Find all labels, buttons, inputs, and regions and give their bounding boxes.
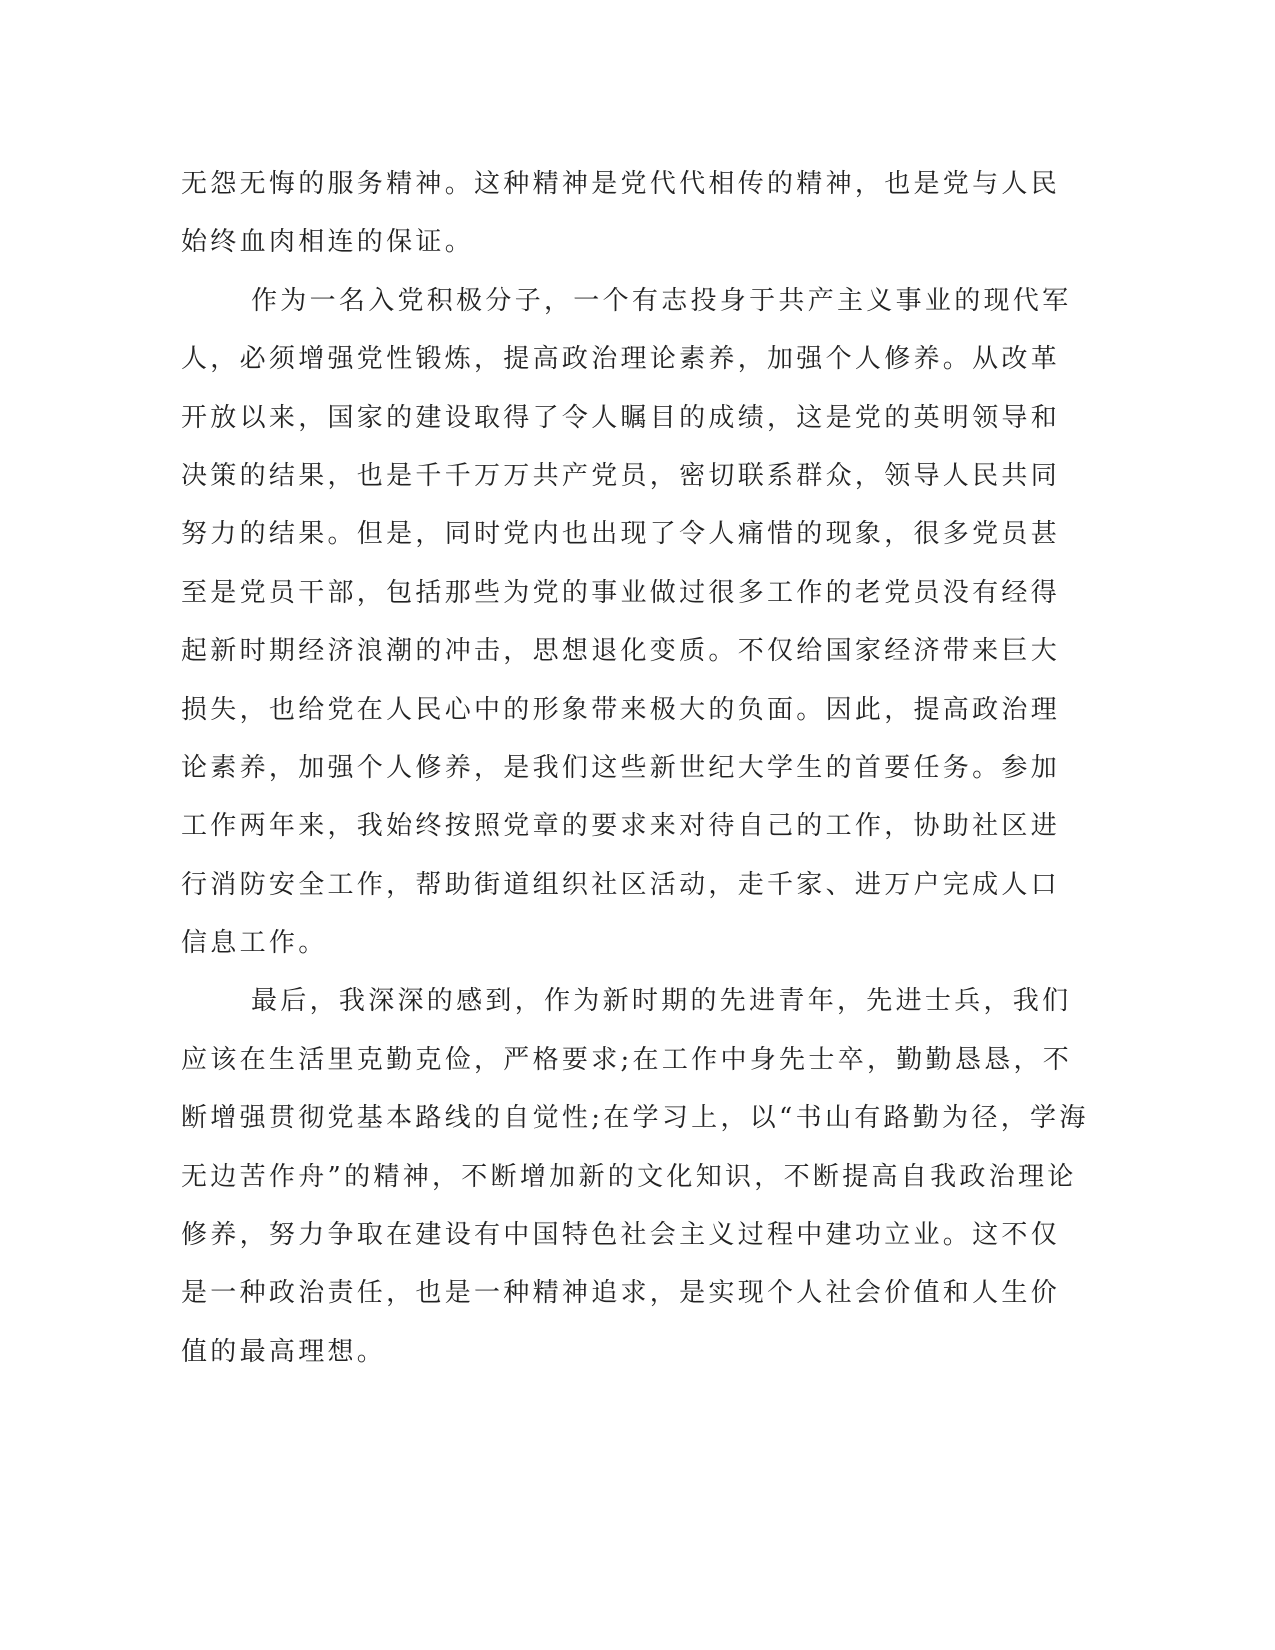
text-line: 信息工作。 — [181, 928, 328, 959]
text-line: 论素养，加强个人修养，是我们这些新世纪大学生的首要任务。参加 — [181, 752, 1061, 783]
text-line: 无怨无悔的服务精神。这种精神是党代代相传的精神，也是党与人民 — [181, 169, 1061, 199]
text-line-indented: 最后，我深深的感到，作为新时期的先进青年，先进士兵，我们 — [251, 986, 1072, 1017]
text-line: 是一种政治责任，也是一种精神追求，是实现个人社会价值和人生价 — [181, 1278, 1061, 1309]
text-line-indented: 作为一名入党积极分子，一个有志投身于共产主义事业的现代军 — [251, 285, 1072, 316]
text-line: 开放以来，国家的建设取得了令人瞩目的成绩，这是党的英明领导和 — [181, 402, 1061, 433]
text-line: 人，必须增强党性锻炼，提高政治理论素养，加强个人修养。从改革 — [181, 344, 1061, 375]
document-body — [181, 155, 1089, 1381]
text-line: 值的最高理想。 — [181, 1336, 387, 1367]
text-line: 损失，也给党在人民心中的形象带来极大的负面。因此，提高政治理 — [181, 694, 1061, 725]
text-line: 行消防安全工作，帮助街道组织社区活动，走千家、进万户完成人口 — [181, 869, 1061, 900]
text-line: 无边苦作舟”的精神，不断增加新的文化知识，不断提高自我政治理论 — [181, 1161, 1077, 1192]
text-line: 断增强贯彻党基本路线的自觉性;在学习上，以“书山有路勤为径，学海 — [181, 1103, 1089, 1134]
text-line: 决策的结果，也是千千万万共产党员，密切联系群众，领导人民共同 — [181, 460, 1061, 491]
text-line: 修养，努力争取在建设有中国特色社会主义过程中建功立业。这不仅 — [181, 1220, 1061, 1251]
text-line: 始终血肉相连的保证。 — [181, 227, 475, 258]
text-line: 至是党员干部，包括那些为党的事业做过很多工作的老党员没有经得 — [181, 577, 1061, 608]
text-line: 努力的结果。但是，同时党内也出现了令人痛惜的现象，很多党员甚 — [181, 519, 1061, 550]
paragraph-2 — [181, 272, 1072, 973]
text-line: 起新时期经济浪潮的冲击，思想退化变质。不仅给国家经济带来巨大 — [181, 636, 1061, 667]
paragraph-3 — [181, 972, 1089, 1381]
text-line: 工作两年来，我始终按照党章的要求来对待自己的工作，协助社区进 — [181, 811, 1061, 842]
text-line: 应该在生活里克勤克俭，严格要求;在工作中身先士卒，勤勤恳恳，不 — [181, 1044, 1073, 1075]
paragraph-1 — [181, 155, 1061, 272]
